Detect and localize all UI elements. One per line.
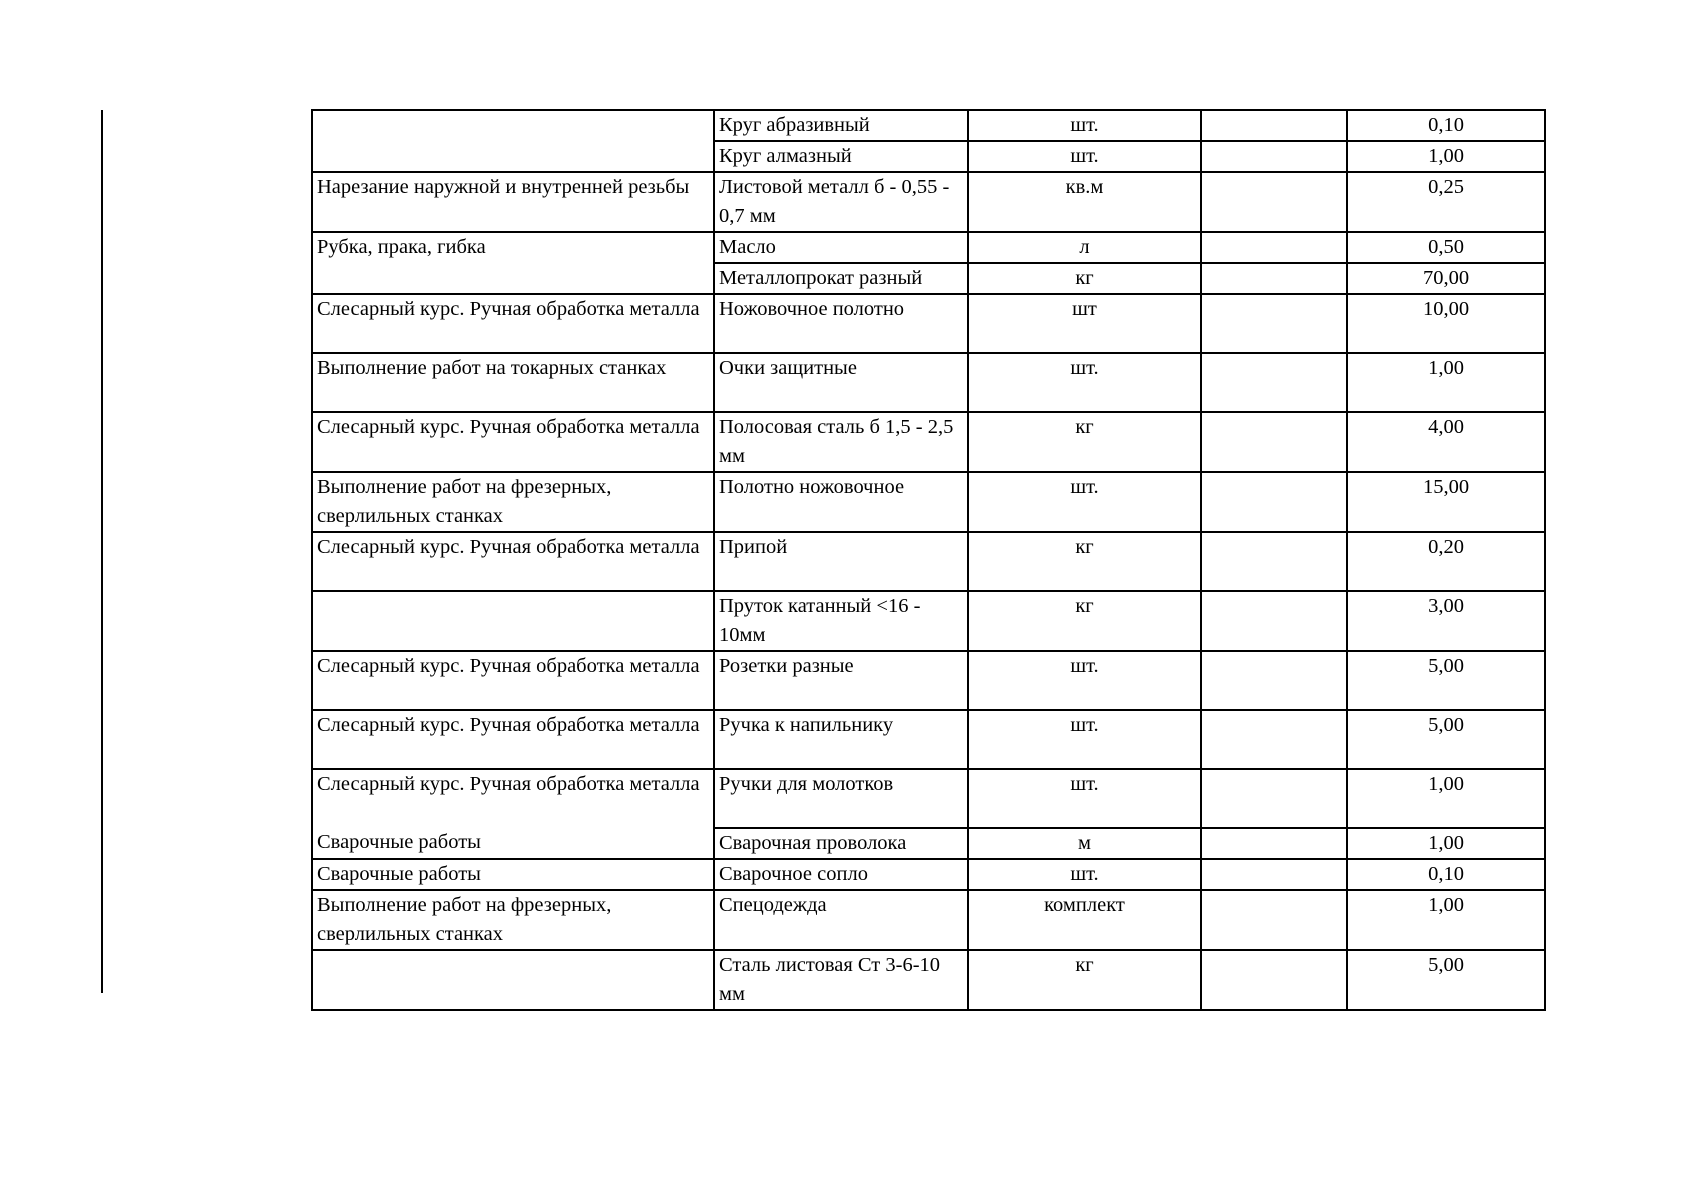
table-row: [312, 353, 1545, 412]
work-type-cell: Слесарный курс. Ручная обработка металла: [312, 651, 714, 710]
unit-cell: шт.: [968, 353, 1201, 412]
material-name-cell: Круг алмазный: [714, 141, 968, 172]
table-row: [312, 263, 1545, 294]
table-row: [312, 890, 1545, 950]
material-name-cell: Полосовая сталь б 1,5 - 2,5 мм: [714, 412, 968, 472]
empty-cell: [1201, 412, 1347, 472]
quantity-cell: 1,00: [1347, 769, 1545, 828]
quantity-cell: 4,00: [1347, 412, 1545, 472]
material-name-cell: Ручка к напильнику: [714, 710, 968, 769]
table-row: [312, 472, 1545, 532]
unit-cell: шт.: [968, 110, 1201, 141]
unit-cell: кг: [968, 591, 1201, 651]
table-row: [312, 950, 1545, 1010]
table-row: [312, 651, 1545, 710]
quantity-cell: 1,00: [1347, 141, 1545, 172]
quantity-cell: 5,00: [1347, 651, 1545, 710]
unit-cell: шт.: [968, 710, 1201, 769]
work-type-cell: [312, 110, 714, 141]
empty-cell: [1201, 769, 1347, 828]
material-name-cell: Полотно ножовочное: [714, 472, 968, 532]
material-name-cell: Листовой металл б - 0,55 - 0,7 мм: [714, 172, 968, 232]
table-row: [312, 294, 1545, 353]
material-name-cell: Сталь листовая Ст 3-6-10 мм: [714, 950, 968, 1010]
quantity-cell: 0,25: [1347, 172, 1545, 232]
quantity-cell: 3,00: [1347, 591, 1545, 651]
empty-cell: [1201, 532, 1347, 591]
work-type-cell: Выполнение работ на токарных станках: [312, 353, 714, 412]
work-type-cell: Слесарный курс. Ручная обработка металла: [312, 532, 714, 591]
quantity-cell: 5,00: [1347, 710, 1545, 769]
unit-cell: кв.м: [968, 172, 1201, 232]
unit-cell: шт: [968, 294, 1201, 353]
empty-cell: [1201, 859, 1347, 890]
page-margin-line: [101, 110, 103, 993]
unit-cell: кг: [968, 532, 1201, 591]
table-row: [312, 232, 1545, 263]
quantity-cell: 0,50: [1347, 232, 1545, 263]
table-row: [312, 141, 1545, 172]
work-type-cell: Выполнение работ на фрезерных, сверлильных станках: [312, 890, 714, 950]
unit-cell: шт.: [968, 141, 1201, 172]
unit-cell: м: [968, 828, 1201, 859]
work-type-cell: Слесарный курс. Ручная обработка металла: [312, 710, 714, 769]
quantity-cell: 5,00: [1347, 950, 1545, 1010]
quantity-cell: 0,10: [1347, 110, 1545, 141]
quantity-cell: 1,00: [1347, 890, 1545, 950]
quantity-cell: 1,00: [1347, 828, 1545, 859]
work-type-cell: Слесарный курс. Ручная обработка металла: [312, 412, 714, 472]
materials-table: [311, 109, 1546, 1011]
empty-cell: [1201, 141, 1347, 172]
material-name-cell: Пруток катанный <16 - 10мм: [714, 591, 968, 651]
material-name-cell: Сварочное сопло: [714, 859, 968, 890]
work-type-cell: [312, 950, 714, 1010]
unit-cell: шт.: [968, 651, 1201, 710]
material-name-cell: Сварочная проволока: [714, 828, 968, 859]
materials-table-body: [312, 110, 1545, 1010]
quantity-cell: 10,00: [1347, 294, 1545, 353]
table-row: [312, 172, 1545, 232]
material-name-cell: Очки защитные: [714, 353, 968, 412]
unit-cell: л: [968, 232, 1201, 263]
empty-cell: [1201, 651, 1347, 710]
work-type-cell: Рубка, прака, гибка: [312, 232, 714, 263]
material-name-cell: Спецодежда: [714, 890, 968, 950]
quantity-cell: 15,00: [1347, 472, 1545, 532]
quantity-cell: 1,00: [1347, 353, 1545, 412]
unit-cell: шт.: [968, 472, 1201, 532]
empty-cell: [1201, 232, 1347, 263]
empty-cell: [1201, 472, 1347, 532]
unit-cell: кг: [968, 412, 1201, 472]
work-type-cell: Нарезание наружной и внутренней резьбы: [312, 172, 714, 232]
table-row: [312, 412, 1545, 472]
material-name-cell: Масло: [714, 232, 968, 263]
empty-cell: [1201, 890, 1347, 950]
table-row: [312, 859, 1545, 890]
table-row: [312, 532, 1545, 591]
table-row: [312, 710, 1545, 769]
empty-cell: [1201, 294, 1347, 353]
empty-cell: [1201, 353, 1347, 412]
work-type-cell: [312, 591, 714, 651]
work-type-cell: [312, 141, 714, 172]
material-name-cell: Розетки разные: [714, 651, 968, 710]
quantity-cell: 0,10: [1347, 859, 1545, 890]
work-type-cell: Сварочные работы: [312, 859, 714, 890]
empty-cell: [1201, 710, 1347, 769]
table-row: [312, 591, 1545, 651]
material-name-cell: Припой: [714, 532, 968, 591]
unit-cell: шт.: [968, 859, 1201, 890]
empty-cell: [1201, 263, 1347, 294]
quantity-cell: 0,20: [1347, 532, 1545, 591]
work-type-cell: [312, 263, 714, 294]
work-type-cell: Слесарный курс. Ручная обработка металла: [312, 294, 714, 353]
table-row: [312, 828, 1545, 859]
material-name-cell: Ручки для молотков: [714, 769, 968, 828]
empty-cell: [1201, 828, 1347, 859]
unit-cell: комплект: [968, 890, 1201, 950]
empty-cell: [1201, 591, 1347, 651]
quantity-cell: 70,00: [1347, 263, 1545, 294]
material-name-cell: Ножовочное полотно: [714, 294, 968, 353]
unit-cell: шт.: [968, 769, 1201, 828]
work-type-cell: Слесарный курс. Ручная обработка металла: [312, 769, 714, 828]
unit-cell: кг: [968, 950, 1201, 1010]
work-type-cell: Выполнение работ на фрезерных, сверлильных станках: [312, 472, 714, 532]
material-name-cell: Металлопрокат разный: [714, 263, 968, 294]
empty-cell: [1201, 110, 1347, 141]
work-type-cell: Сварочные работы: [312, 828, 714, 859]
empty-cell: [1201, 172, 1347, 232]
material-name-cell: Круг абразивный: [714, 110, 968, 141]
table-row: [312, 769, 1545, 828]
table-row: [312, 110, 1545, 141]
unit-cell: кг: [968, 263, 1201, 294]
empty-cell: [1201, 950, 1347, 1010]
